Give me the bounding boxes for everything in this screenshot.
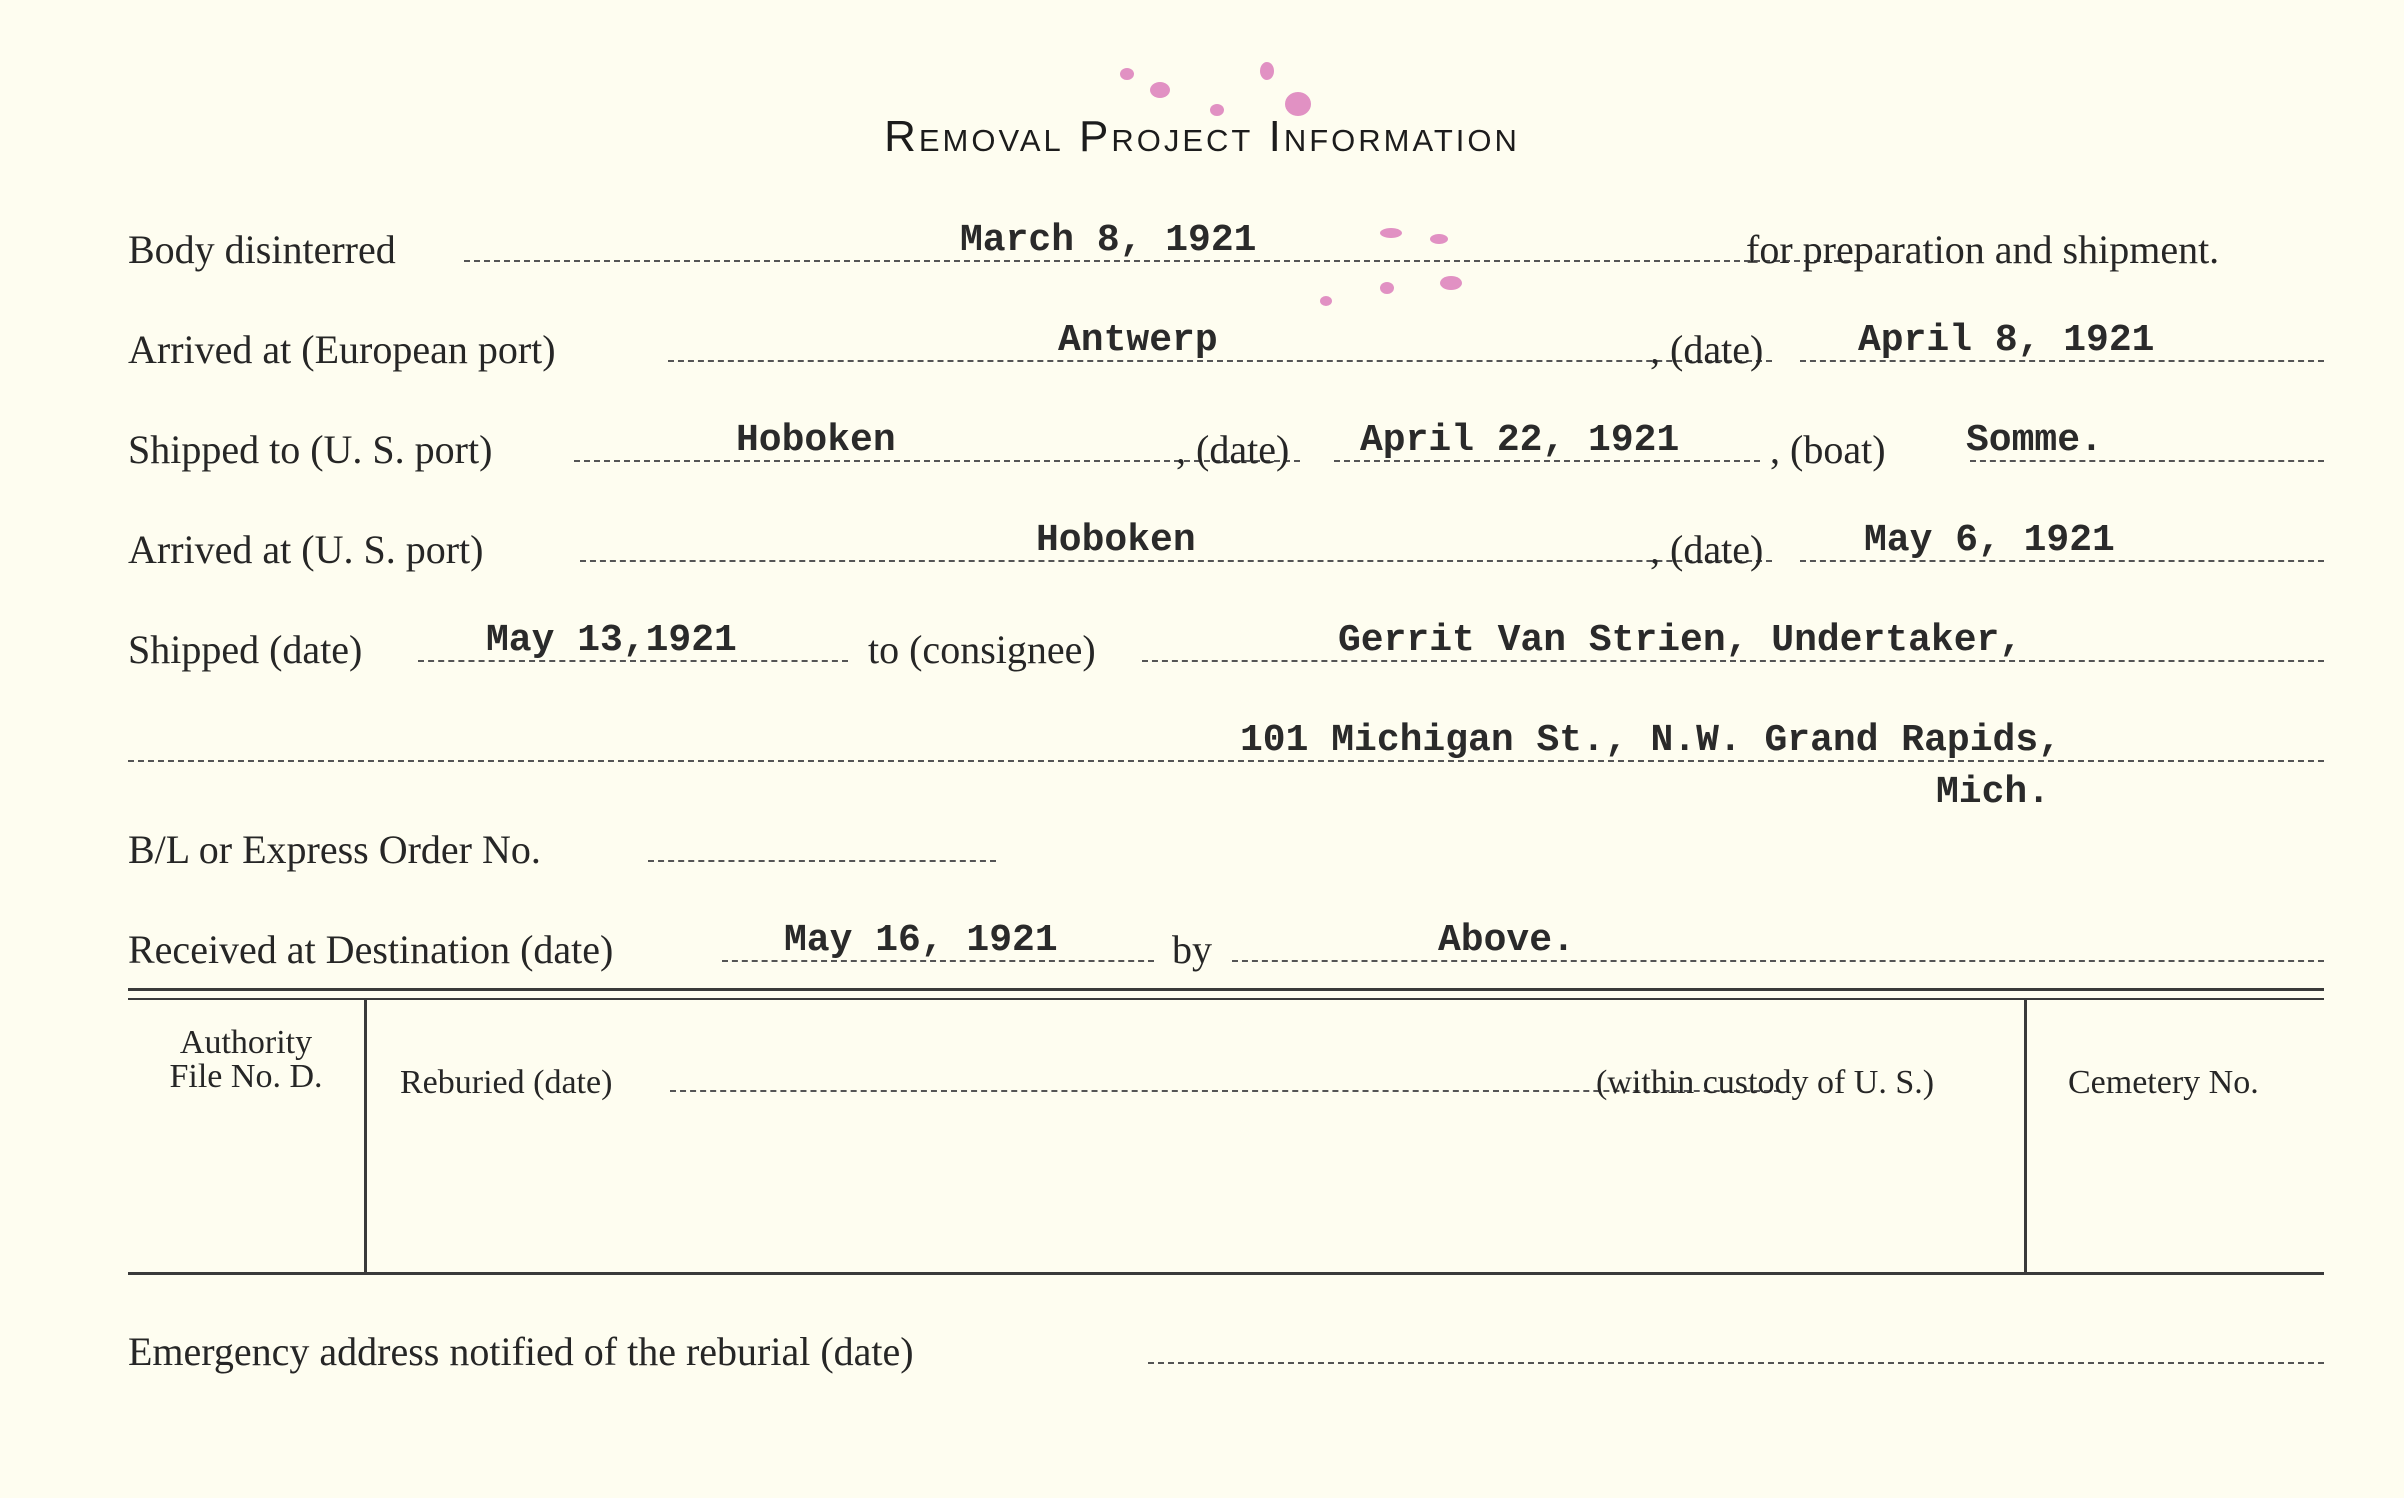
ink-stamp-mark (1260, 62, 1274, 80)
bl-order-line (648, 860, 996, 862)
arrived-european-label: Arrived at (European port) (128, 327, 556, 372)
received-date-value: May 16, 1921 (784, 919, 1058, 962)
arrived-us-date-value: May 6, 1921 (1864, 519, 2115, 562)
shipped-date-value: May 13,1921 (486, 619, 737, 662)
ink-stamp-mark (1440, 276, 1462, 290)
column-divider-left (364, 1000, 367, 1272)
emergency-label: Emergency address notified of the reburial (date) (128, 1329, 914, 1374)
shipped-us-date-label: , (date) (1176, 427, 1290, 472)
arrived-us-date-label: , (date) (1650, 527, 1764, 572)
received-by-line (1232, 960, 2324, 962)
shipped-row (128, 610, 2324, 670)
shipped-us-row (128, 410, 2324, 470)
authority-file-label: File No. D. (169, 1058, 323, 1095)
bl-order-label: B/L or Express Order No. (128, 827, 541, 872)
shipped-us-boat-label: , (boat) (1770, 427, 1886, 472)
arrived-us-row (128, 510, 2324, 570)
emergency-date-line (1148, 1362, 2324, 1364)
shipped-us-port-value: Hoboken (736, 419, 896, 462)
form-title: Removal Project Information (884, 112, 1520, 161)
table-bottom-rule (128, 1272, 2324, 1275)
double-rule-bottom (128, 998, 2324, 1000)
reburied-row (400, 1040, 2000, 1100)
double-rule-top (128, 988, 2324, 991)
shipped-date-label: Shipped (date) (128, 627, 363, 672)
received-label: Received at Destination (date) (128, 927, 614, 972)
reburied-label: Reburied (date) (400, 1064, 613, 1101)
ink-stamp-mark (1150, 82, 1170, 98)
received-by-label: by (1172, 927, 1212, 972)
received-by-value: Above. (1438, 919, 1575, 962)
ink-stamp-mark (1320, 296, 1332, 306)
consignee-address-row (128, 710, 2324, 770)
address-line2-value: Mich. (1936, 771, 2051, 814)
authority-cell (128, 1026, 364, 1094)
emergency-row (128, 1312, 2324, 1372)
received-row (128, 910, 2324, 970)
shipped-us-date-value: April 22, 1921 (1360, 419, 1680, 462)
authority-label: Authority (179, 1024, 313, 1061)
bl-order-row (128, 810, 2324, 870)
body-disinterred-suffix: for preparation and shipment. (1746, 227, 2220, 272)
cemetery-cell (2068, 1040, 2328, 1100)
arrived-us-label: Arrived at (U. S. port) (128, 527, 484, 572)
arrived-european-line (668, 360, 1772, 362)
body-disinterred-label: Body disinterred (128, 227, 396, 272)
consignee-value: Gerrit Van Strien, Undertaker, (1338, 619, 2023, 662)
address-line1-value: 101 Michigan St., N.W. Grand Rapids, (1240, 719, 2061, 762)
shipped-us-boat-value: Somme. (1966, 419, 2103, 462)
body-disinterred-row (128, 210, 2324, 270)
reburied-suffix: (within custody of U. S.) (1596, 1064, 1935, 1101)
shipped-us-label: Shipped to (U. S. port) (128, 427, 493, 472)
arrived-us-port-value: Hoboken (1036, 519, 1196, 562)
arrived-european-date-label: , (date) (1650, 327, 1764, 372)
cemetery-label: Cemetery No. (2068, 1064, 2259, 1101)
body-disinterred-value: March 8, 1921 (960, 219, 1257, 262)
ink-stamp-mark (1120, 68, 1134, 80)
arrived-european-row (128, 310, 2324, 370)
column-divider-right (2024, 1000, 2027, 1272)
consignee-label: to (consignee) (868, 627, 1096, 672)
arrived-european-date-value: April 8, 1921 (1858, 319, 2155, 362)
ink-stamp-mark (1380, 282, 1394, 294)
arrived-european-port-value: Antwerp (1058, 319, 1218, 362)
